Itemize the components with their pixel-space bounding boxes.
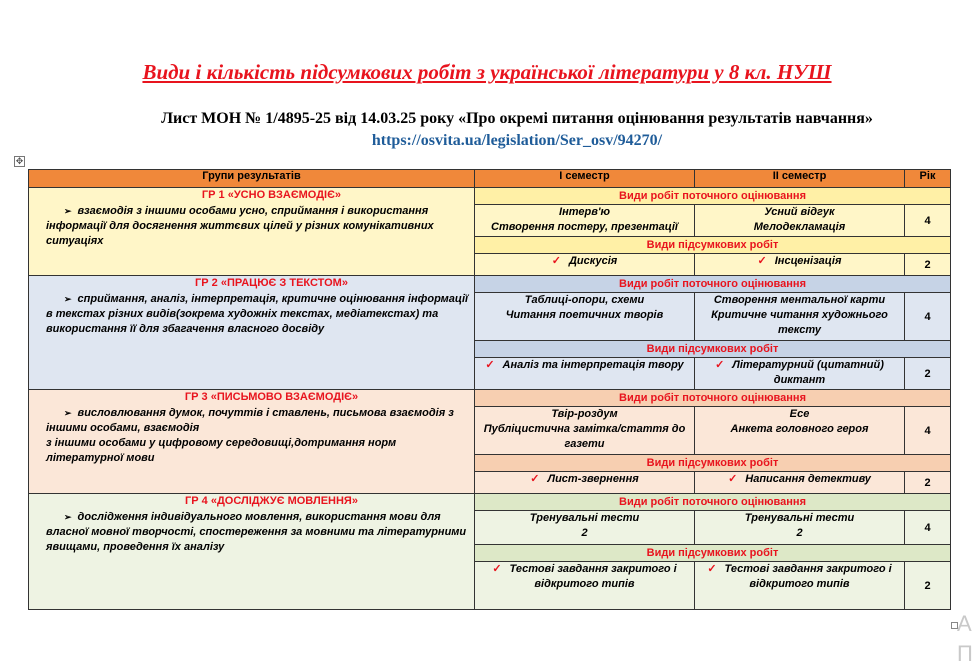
source-link[interactable]: https://osvita.ua/legislation/Ser_osv/94270/ bbox=[371, 132, 663, 149]
checkmark-icon: ✓ bbox=[728, 473, 738, 485]
header-groups: Групи результатів bbox=[29, 170, 475, 188]
header-semester-1: І семестр bbox=[475, 170, 695, 188]
results-table bbox=[28, 169, 951, 610]
current-work-label: Види робіт поточного оцінювання bbox=[475, 494, 951, 511]
final-work-label: Види підсумкових робіт bbox=[475, 341, 951, 358]
arrow-bullet-icon: ➢ bbox=[64, 206, 72, 216]
header-semester-2: ІІ семестр bbox=[695, 170, 905, 188]
current-work-semester-1: Тренувальні тести 2 bbox=[475, 511, 695, 545]
checkmark-icon: ✓ bbox=[551, 255, 561, 267]
current-work-semester-1: Твір-роздум Публіцистична замітка/стаття до газети bbox=[475, 407, 695, 455]
final-work-year: 2 bbox=[905, 562, 951, 610]
final-work-semester-1: ✓ Дискусія bbox=[475, 254, 695, 276]
checkmark-icon: ✓ bbox=[530, 473, 540, 485]
current-work-semester-2: Есе Анкета головного героя bbox=[695, 407, 905, 455]
arrow-bullet-icon: ➢ bbox=[64, 512, 72, 522]
document-subtitle: Лист МОН № 1/4895-25 від 14.03.25 року «Про окремі питання оцінювання результатів навчання» bbox=[161, 110, 873, 127]
group-row bbox=[29, 494, 951, 511]
group-row bbox=[29, 188, 951, 205]
header-year: Рік bbox=[905, 170, 951, 188]
checkmark-icon: ✓ bbox=[757, 255, 767, 267]
group-description: сприймання, аналіз, інтерпретація, критичне оцінювання інформації в текстах різних видів(зокрема художніх текстах, медіатекстах) та використання її для збагачення власного досвіду bbox=[46, 293, 469, 335]
final-work-semester-1: ✓ Лист-звернення bbox=[475, 472, 695, 494]
checkmark-icon: ✓ bbox=[707, 563, 717, 575]
clipped-text-fragment: П bbox=[957, 641, 973, 666]
final-work-year: 2 bbox=[905, 358, 951, 390]
current-work-year: 4 bbox=[905, 511, 951, 545]
final-work-semester-2: ✓ Написання детективу bbox=[695, 472, 905, 494]
document-title: Види і кількість підсумкових робіт з української літератури у 8 кл. НУШ bbox=[142, 60, 832, 84]
final-work-semester-1: ✓ Аналіз та інтерпретація твору bbox=[475, 358, 695, 390]
group-cell bbox=[29, 188, 475, 276]
current-work-label: Види робіт поточного оцінювання bbox=[475, 390, 951, 407]
final-work-label: Види підсумкових робіт bbox=[475, 545, 951, 562]
table-move-handle-icon[interactable]: ✥ bbox=[15, 156, 24, 166]
group-description: дослідження індивідуального мовлення, використання мови для власної мовної творчості, спостереження за мовними та літературними явищами, проведення їх аналізу bbox=[46, 511, 467, 553]
group-cell bbox=[29, 276, 475, 390]
final-work-semester-2: ✓ Літературний (цитатний) диктант bbox=[695, 358, 905, 390]
current-work-label: Види робіт поточного оцінювання bbox=[475, 276, 951, 293]
final-work-semester-2: ✓ Тестові завдання закритого і відкритого типів bbox=[695, 562, 905, 610]
group-row bbox=[29, 390, 951, 407]
current-work-semester-1: Таблиці-опори, схеми Читання поетичних творів bbox=[475, 293, 695, 341]
arrow-bullet-icon: ➢ bbox=[64, 294, 72, 304]
final-work-semester-1: ✓ Тестові завдання закритого і відкритого типів bbox=[475, 562, 695, 610]
clipped-text-fragment: А bbox=[957, 611, 972, 636]
current-work-semester-2: Усний відгук Мелодекламація bbox=[695, 205, 905, 237]
final-work-label: Види підсумкових робіт bbox=[475, 237, 951, 254]
current-work-semester-1: Інтерв'ю Створення постеру, презентації bbox=[475, 205, 695, 237]
arrow-bullet-icon: ➢ bbox=[64, 408, 72, 418]
group-title: ГР 1 «УСНО ВЗАЄМОДІЄ» bbox=[201, 189, 342, 201]
current-work-year: 4 bbox=[905, 293, 951, 341]
final-work-label: Види підсумкових робіт bbox=[475, 455, 951, 472]
group-cell bbox=[29, 390, 475, 494]
group-title: ГР 4 «ДОСЛІДЖУЄ МОВЛЕННЯ» bbox=[185, 495, 358, 507]
checkmark-icon: ✓ bbox=[715, 359, 725, 371]
final-work-year: 2 bbox=[905, 254, 951, 276]
group-title: ГР 2 «ПРАЦЮЄ З ТЕКСТОМ» bbox=[195, 277, 348, 289]
current-work-semester-2: Створення ментальної карти Критичне читання художнього тексту bbox=[695, 293, 905, 341]
group-description: висловлювання думок, почуттів і ставлень, письмова взаємодія з іншими особами, взаємодія з іншими особами у цифровому середовищі,дотримання норм літературної мови bbox=[46, 407, 454, 464]
checkmark-icon: ✓ bbox=[492, 563, 502, 575]
current-work-year: 4 bbox=[905, 407, 951, 455]
group-cell bbox=[29, 494, 475, 610]
table-header-row bbox=[29, 170, 951, 188]
final-work-year: 2 bbox=[905, 472, 951, 494]
group-description: взаємодія з іншими особами усно, сприймання і використання інформації для досягнення життєвих цілей у різних комунікативних ситуаціях bbox=[46, 205, 434, 247]
current-work-year: 4 bbox=[905, 205, 951, 237]
current-work-label: Види робіт поточного оцінювання bbox=[475, 188, 951, 205]
current-work-semester-2: Тренувальні тести 2 bbox=[695, 511, 905, 545]
group-title: ГР 3 «ПИСЬМОВО ВЗАЄМОДІЄ» bbox=[184, 391, 359, 403]
final-work-semester-2: ✓ Інсценізація bbox=[695, 254, 905, 276]
group-row bbox=[29, 276, 951, 293]
table-body bbox=[29, 188, 951, 610]
checkmark-icon: ✓ bbox=[485, 359, 495, 371]
